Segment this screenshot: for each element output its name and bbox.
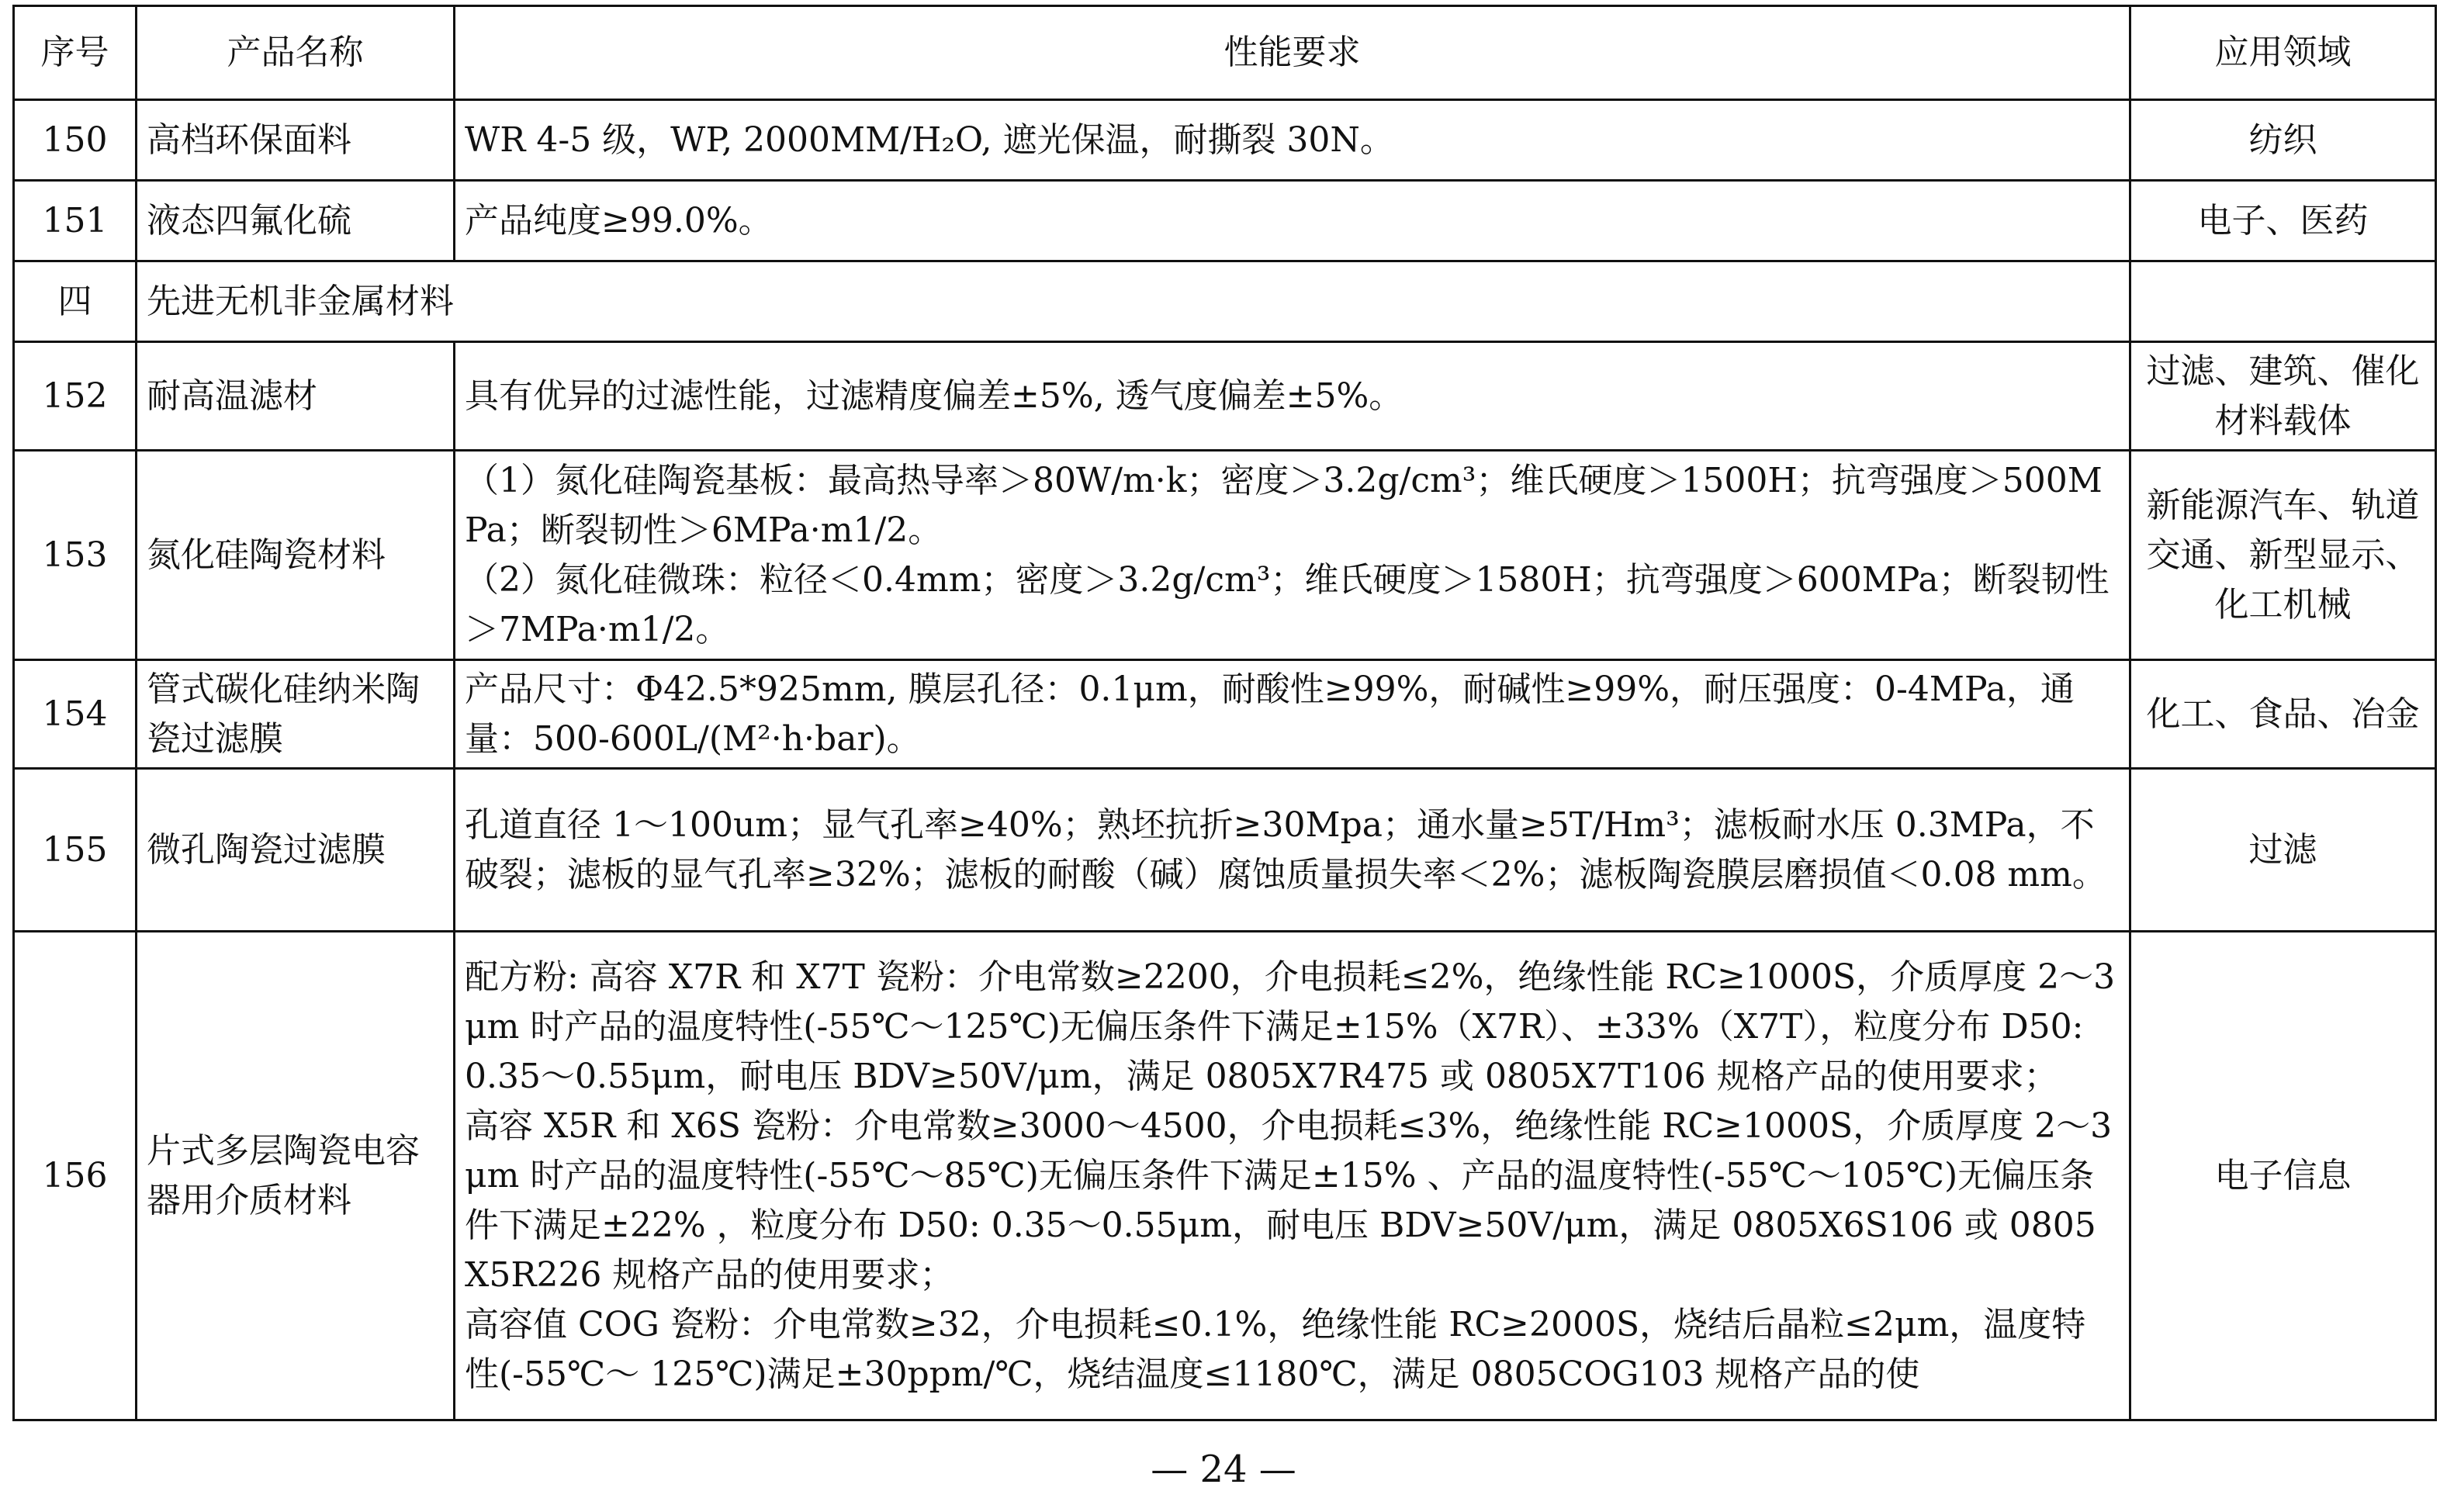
cell-application-field [2130,261,2436,342]
cell-product-name: 高档环保面料 [137,100,455,181]
cell-requirement [455,660,2130,769]
cell-product-name: 液态四氟化硫 [137,181,455,261]
table-header-row [14,6,2436,100]
cell-application-field: 过滤、建筑、催化材料载体 [2130,342,2436,451]
table-row [14,769,2436,932]
cell-no: 150 [14,100,137,181]
page-number: — 24 — [1151,1448,1296,1491]
cell-requirement [455,342,2130,451]
requirement-paragraph: WR 4-5 级，WP, 2000MM/H₂O, 遮光保温，耐撕裂 30N。 [465,119,1394,160]
header-product-name: 产品名称 [137,6,455,100]
table-row [14,181,2436,261]
cell-requirement [455,181,2130,261]
requirement-paragraph: 高容值 COG 瓷粉：介电常数≥32，介电损耗≤0.1%，绝缘性能 RC≥2000S，烧结后晶粒≤2μm，温度特性(-55℃～ 125℃)满足±30ppm/℃，烧结温度≤1180℃，满足 0805COG103 规格产品的使 [465,1304,2086,1394]
cell-requirement [455,100,2130,181]
requirement-paragraph: 配方粉: 高容 X7R 和 X7T 瓷粉：介电常数≥2200，介电损耗≤2%，绝缘性能 RC≥1000S，介质厚度 2～3μm 时产品的温度特性(-55℃～125℃)无偏压条件下满足±15%（X7R）、±33%（X7T），粒度分布 D50: 0.35～0.55μm，耐电压 BDV≥50V/μm，满足 0805X7R475 或 0805X7T106 规格产品的使用要求； [465,957,2116,1096]
cell-product-name: 氮化硅陶瓷材料 [137,451,455,660]
cell-no: 151 [14,181,137,261]
cell-no: 154 [14,660,137,769]
table-row [14,342,2436,451]
requirement-paragraph: 高容 X5R 和 X6S 瓷粉：介电常数≥3000～4500，介电损耗≤3%，绝缘性能 RC≥1000S，介质厚度 2～3μm 时产品的温度特性(-55℃～85℃)无偏压条件下满足±15% 、产品的温度特性(-55℃～105℃)无偏压条件下满足±22% ，粒度分布 D50: 0.35～0.55μm，耐电压 BDV≥50V/μm，满足 0805X6S106 或 0805X5R226 规格产品的使用要求； [465,1105,2113,1295]
section-title: 先进无机非金属材料 [137,261,2130,342]
table-body [14,100,2436,1420]
cell-application-field: 过滤 [2130,769,2436,932]
requirement-paragraph: （1）氮化硅陶瓷基板：最高热导率＞80W/m·k；密度＞3.2g/cm³；维氏硬度＞1500H；抗弯强度＞500MPa；断裂韧性＞6MPa·m1/2。 [465,460,2103,550]
requirement-paragraph: 产品尺寸：Φ42.5*925mm, 膜层孔径：0.1μm，耐酸性≥99%，耐碱性≥99%，耐压强度：0-4MPa，通量：500-600L/(M²·h·bar)。 [465,669,2075,759]
cell-application-field: 化工、食品、冶金 [2130,660,2436,769]
product-table [12,5,2437,1421]
requirement-paragraph: （2）氮化硅微珠：粒径＜0.4mm；密度＞3.2g/cm³；维氏硬度＞1580H；抗弯强度＞600MPa；断裂韧性＞7MPa·m1/2。 [465,559,2110,649]
cell-requirement [455,451,2130,660]
cell-no: 153 [14,451,137,660]
cell-application-field: 新能源汽车、轨道交通、新型显示、化工机械 [2130,451,2436,660]
cell-no: 156 [14,932,137,1420]
cell-application-field: 电子、医药 [2130,181,2436,261]
table-row [14,932,2436,1420]
section-row [14,261,2436,342]
cell-product-name: 片式多层陶瓷电容器用介质材料 [137,932,455,1420]
cell-product-name: 管式碳化硅纳米陶瓷过滤膜 [137,660,455,769]
cell-no: 四 [14,261,137,342]
header-application-field: 应用领域 [2130,6,2436,100]
cell-requirement [455,932,2130,1420]
cell-no: 155 [14,769,137,932]
header-no: 序号 [14,6,137,100]
cell-product-name: 微孔陶瓷过滤膜 [137,769,455,932]
header-requirement: 性能要求 [455,6,2130,100]
requirement-paragraph: 具有优异的过滤性能，过滤精度偏差±5%, 透气度偏差±5%。 [465,375,1403,416]
requirement-paragraph: 孔道直径 1～100um；显气孔率≥40%；熟坯抗折≥30Mpa；通水量≥5T/Hm³；滤板耐水压 0.3MPa，不破裂；滤板的显气孔率≥32%；滤板的耐酸（碱）腐蚀质量损失率＜2%；滤板陶瓷膜层磨损值＜0.08 mm。 [465,804,2106,894]
cell-requirement [455,769,2130,932]
table-row [14,451,2436,660]
requirement-paragraph: 产品纯度≥99.0%。 [465,200,773,240]
table-row [14,660,2436,769]
cell-product-name: 耐高温滤材 [137,342,455,451]
cell-application-field: 电子信息 [2130,932,2436,1420]
table-row [14,100,2436,181]
cell-application-field: 纺织 [2130,100,2436,181]
cell-no: 152 [14,342,137,451]
